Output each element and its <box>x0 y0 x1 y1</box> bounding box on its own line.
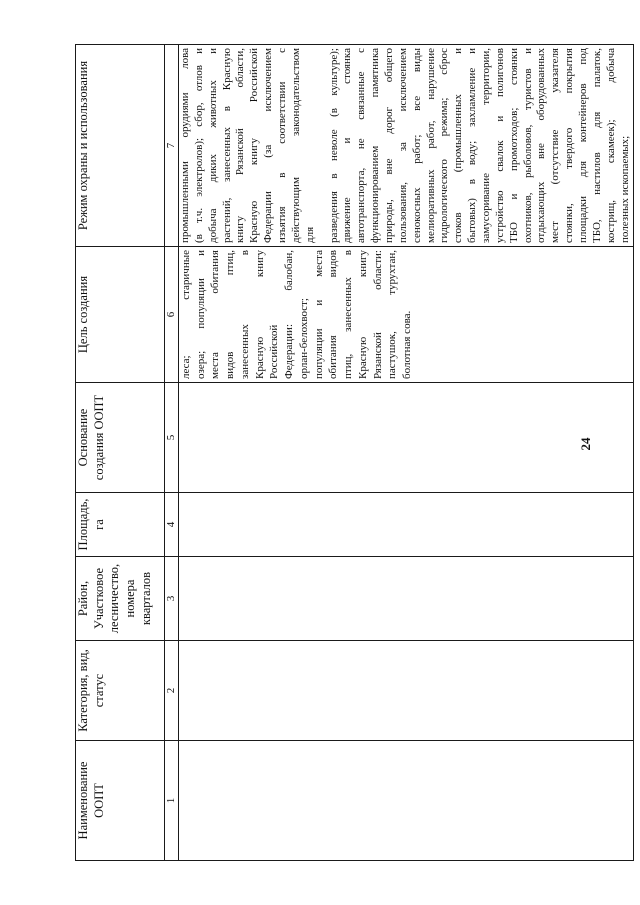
regime-line: замусоривание территории, <box>480 48 493 243</box>
page-number: 24 <box>578 437 593 451</box>
cell-basis <box>179 383 634 493</box>
regime-line: отдыхающих вне оборудованных <box>535 48 548 243</box>
column-number: 3 <box>165 557 179 641</box>
regime-line: природы, вне дорог общего <box>383 48 396 243</box>
regime-line: ТБО, настилов для палаток, <box>590 48 603 243</box>
column-number: 7 <box>165 45 179 247</box>
regime-line: разведения в неволе (в культуре); <box>327 48 340 243</box>
regime-line: площадки для контейнеров под <box>577 48 590 243</box>
cell-regime <box>179 45 634 247</box>
regime-line: функционированием памятника <box>369 48 382 243</box>
regime-line: (в т.ч. электролов); сбор, отлов и <box>192 48 205 243</box>
regime-line: добыча диких животных и <box>206 48 219 243</box>
regime-line: промышленными орудиями лова <box>179 48 191 243</box>
header-district: Район, Участковое лесничество, номера кварталов <box>76 557 165 641</box>
goal-line: птиц, занесенных в <box>342 250 355 379</box>
regime-line: мелиоративных работ, нарушение <box>424 48 437 243</box>
regime-line: устройство свалок и полигонов <box>493 48 506 243</box>
goal-line: озера; популяции и <box>194 250 207 379</box>
cell-area <box>179 493 634 557</box>
header-goal: Цель создания <box>76 247 165 383</box>
goal-line: орлан-белохвост; <box>297 298 310 379</box>
goal-line: леса; старичные <box>180 250 192 379</box>
goal-line: Красную книгу <box>356 250 369 379</box>
goal-line: занесенных в <box>238 250 251 379</box>
regime-text-block-1 <box>179 48 318 243</box>
goal-text <box>179 250 415 379</box>
regime-line: изъятия в соответствии с <box>276 48 289 243</box>
goal-line: видов птиц, <box>224 250 237 379</box>
regime-line: бытовых) в воду; захламление и <box>466 48 479 243</box>
regime-line: кострищ, скамеек); добыча <box>604 48 617 243</box>
regime-line: действующим законодательством <box>289 48 302 243</box>
regime-line: пользования, за исключением <box>396 48 409 243</box>
goal-line: обитания видов <box>327 250 340 379</box>
regime-line: Федерации (за исключением <box>262 48 275 243</box>
regime-line: для <box>303 226 316 243</box>
regime-line: стоков (промышленных и <box>452 48 465 243</box>
column-number: 6 <box>165 247 179 383</box>
regime-line: охотников, рыболовов, туристов и <box>521 48 534 243</box>
column-number: 1 <box>165 741 179 861</box>
column-number: 2 <box>165 641 179 741</box>
goal-line: Российской <box>268 324 281 379</box>
goal-line: болотная сова. <box>401 310 414 379</box>
regime-line: книгу Рязанской области, <box>234 48 247 243</box>
table-row <box>179 45 634 861</box>
regime-line: гидрологического режима; сброс <box>438 48 451 243</box>
regime-line: мест (отсутствие указателя <box>549 48 562 243</box>
goal-line: места обитания <box>209 250 222 379</box>
column-number-row <box>165 45 179 861</box>
column-number: 4 <box>165 493 179 557</box>
goal-line: Рязанской области: <box>371 250 384 379</box>
regime-line: Красную книгу Российской <box>248 48 261 243</box>
goal-line: популяции и места <box>312 250 325 379</box>
regime-line: автотранспорта, не связанные с <box>355 48 368 243</box>
header-name: Наименование ООПТ <box>76 741 165 861</box>
goal-line: пастушок, турухтан, <box>386 250 399 379</box>
header-row <box>76 45 165 861</box>
regime-line: полезных ископаемых; <box>618 135 631 243</box>
goal-line: Красную книгу <box>253 250 266 379</box>
regime-text-block-2 <box>328 48 633 243</box>
regime-line: стоянки, твердого покрытия <box>563 48 576 243</box>
oopt-table <box>75 44 634 861</box>
cell-district <box>179 557 634 641</box>
header-regime: Режим охраны и использования <box>76 45 165 247</box>
cell-category <box>179 641 634 741</box>
regime-line: растений, занесенных в Красную <box>220 48 233 243</box>
regime-line: сенокосных работ; все виды <box>410 48 423 243</box>
header-basis: Основание создания ООПТ <box>76 383 165 493</box>
column-number: 5 <box>165 383 179 493</box>
cell-name <box>179 741 634 861</box>
header-area: Площадь, га <box>76 493 165 557</box>
goal-line: Федерации: балобан, <box>283 250 296 379</box>
header-category: Категория, вид, статус <box>76 641 165 741</box>
cell-goal <box>179 247 634 383</box>
regime-line: ТБО и промотходов; стоянки <box>507 48 520 243</box>
regime-line: движение и стоянка <box>341 48 354 243</box>
